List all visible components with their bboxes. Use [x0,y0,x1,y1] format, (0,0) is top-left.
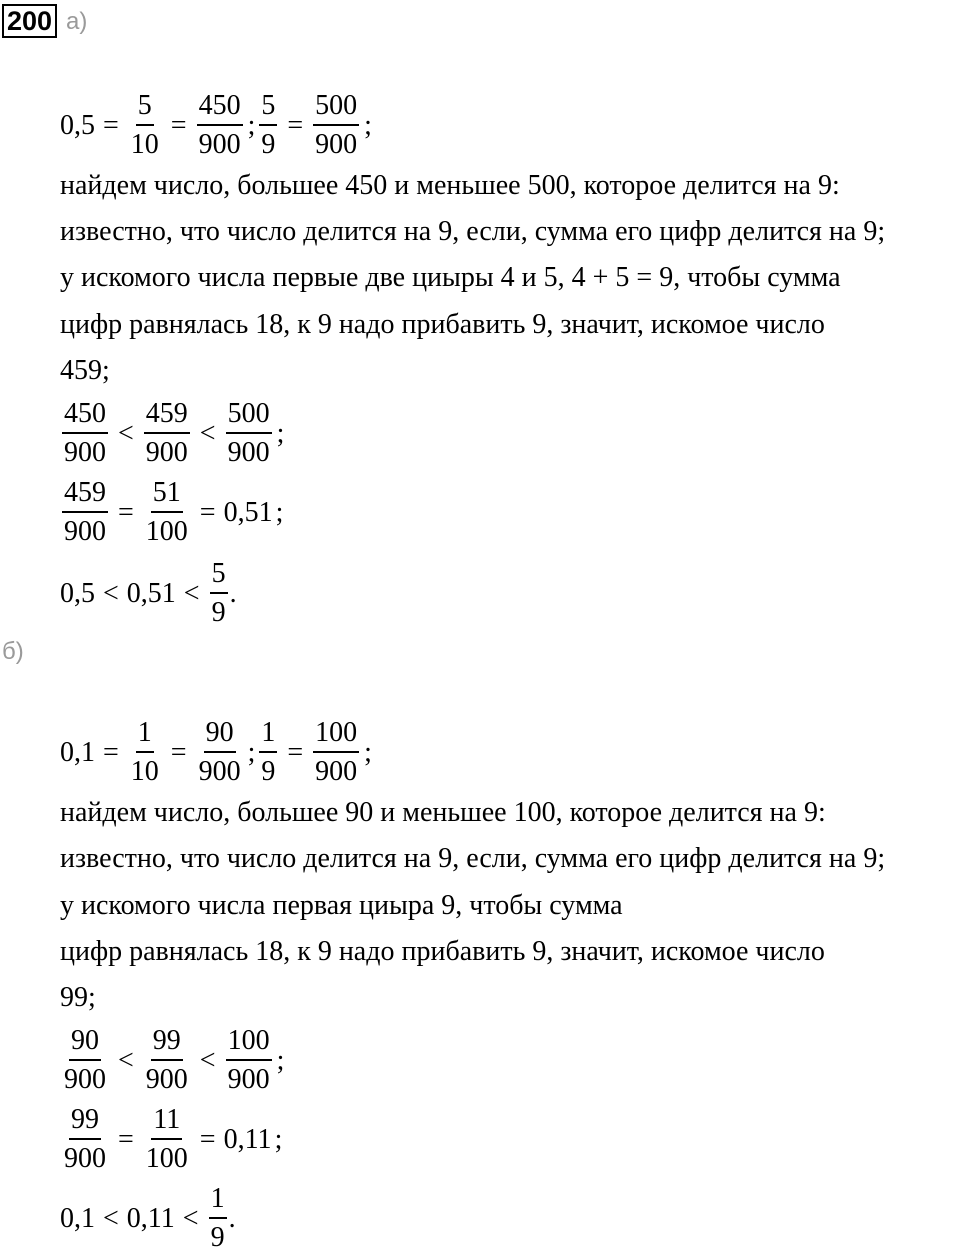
fraction: $\frac{100}{900}$ [227,1025,270,1095]
b-equation-2: $\frac{90}{900}$ < $\frac{99}{900}$ < $\frac{100}{900}$ ; [60,1023,286,1099]
b-text-line: у искомого числа первая циыра 9, чтобы сумма [60,890,623,921]
fraction: $\frac{459}{900}$ [64,477,106,547]
fraction: $\frac{1}{10}$ [130,717,159,787]
fraction: $\frac{100}{900}$ [315,717,358,787]
b-equation-1: 0,1 = $\frac{1}{10}$ = $\frac{90}{900}$ ; $\frac{1}{9}$ = $\frac{100}{900}$ ; [60,715,374,791]
fraction: $\frac{450}{900}$ [64,398,106,468]
a-text-line: цифр равнялась 18, к 9 надо прибавить 9, значит, искомое число [60,309,825,340]
fraction: $\frac{500}{900}$ [227,398,270,468]
fraction: $\frac{5}{10}$ [130,90,159,160]
fraction: $\frac{1}{9}$ [210,1183,225,1253]
a-text-line: известно, что число делится на 9, если, сумма его цифр делится на 9; [60,216,886,247]
a-equation-4: 0,5 < 0,51 < $\frac{5}{9}$ . [60,556,237,632]
b-text-line: 99; [60,982,96,1013]
fraction: $\frac{99}{900}$ [64,1104,106,1174]
fraction: $\frac{1}{9}$ [261,717,276,787]
b-text-line: известно, что число делится на 9, если, сумма его цифр делится на 9; [60,843,886,874]
fraction: $\frac{51}{100}$ [145,477,188,547]
a-equation-3: $\frac{459}{900}$ = $\frac{51}{100}$ = 0,51 ; [60,475,285,551]
fraction: $\frac{450}{900}$ [198,90,241,160]
a-text-line: найдем число, большее 450 и меньшее 500, которое делится на 9: [60,170,840,201]
fraction: $\frac{99}{900}$ [145,1025,188,1095]
fraction: $\frac{5}{9}$ [211,558,226,628]
b-text-line: найдем число, большее 90 и меньшее 100, которое делится на 9: [60,797,826,828]
fraction: $\frac{90}{900}$ [198,717,241,787]
a-equation-1: 0,5 = $\frac{5}{10}$ = $\frac{450}{900}$ ; $\frac{5}{9}$ = $\frac{500}{900}$ ; [60,88,374,164]
b-text-line: цифр равнялась 18, к 9 надо прибавить 9, значит, искомое число [60,936,825,967]
a-text-line: 459; [60,355,110,386]
fraction: $\frac{90}{900}$ [64,1025,106,1095]
fraction: $\frac{500}{900}$ [315,90,358,160]
part-b-label: б) [2,638,24,665]
b-equation-3: $\frac{99}{900}$ = $\frac{11}{100}$ = 0,11 ; [60,1102,284,1178]
fraction: $\frac{11}{100}$ [145,1104,188,1174]
fraction: $\frac{459}{900}$ [145,398,188,468]
problem-number: 200 [2,4,57,38]
a-text-line: у искомого числа первые две циыры 4 и 5, 4 + 5 = 9, чтобы сумма [60,262,841,293]
fraction: $\frac{5}{9}$ [261,90,276,160]
a-equation-2: $\frac{450}{900}$ < $\frac{459}{900}$ < $\frac{500}{900}$ ; [60,396,286,472]
part-a-label: а) [66,8,88,35]
b-equation-4: 0,1 < 0,11 < $\frac{1}{9}$ . [60,1181,236,1257]
